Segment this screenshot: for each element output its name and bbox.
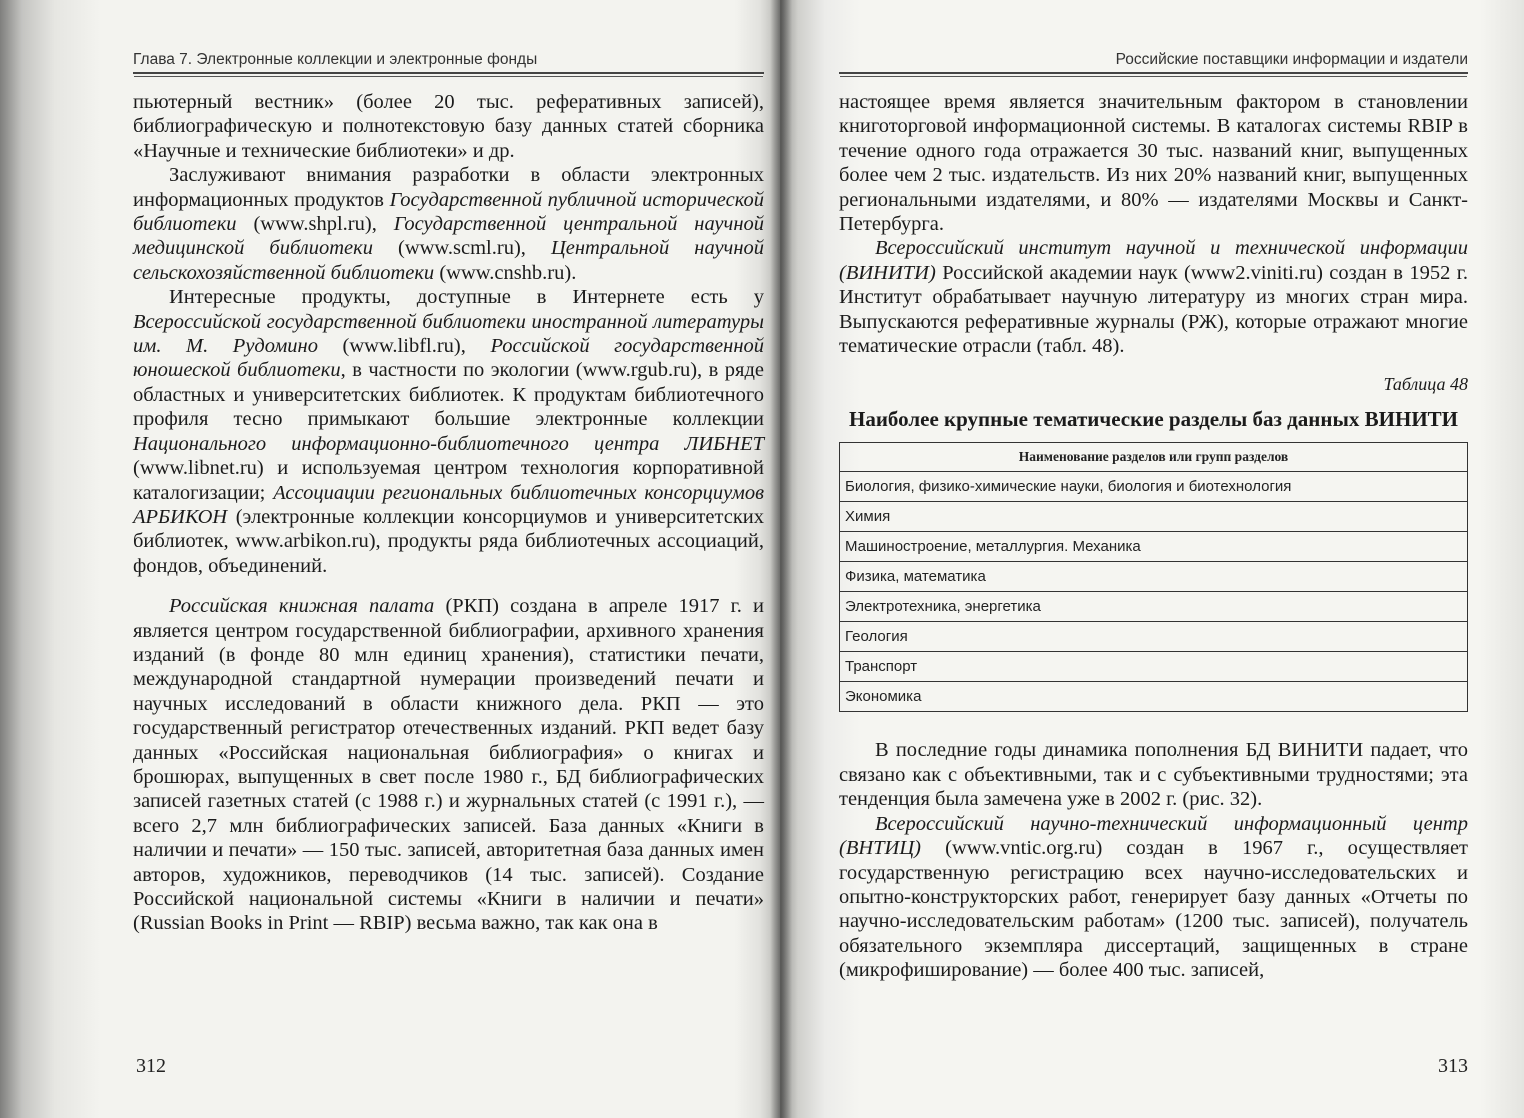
- text-run: (www.libnet.ru) и используемая центром технология корпоративной каталогизации;: [133, 457, 764, 504]
- italic-text-run: Российская книжная палата: [169, 595, 435, 618]
- table-cell: Машиностроение, металлургия. Механика: [840, 532, 1468, 562]
- text-run: (www.vntic.org.ru) создан в 1967 г., осуществляет государственную регистрацию всех научно-исследовательских и опытно-конструкторских работ, генерирует базу данных «Отчеты по научно-исследовательским работам» (1200 тыс. записей), получатель обязательного экземпляра диссертаций, защищенных в стране (микрофиширование) — более 400 тыс. записей,: [839, 837, 1468, 982]
- table-row: [840, 682, 1468, 712]
- table-cell: Экономика: [840, 682, 1468, 712]
- left-running-head: Глава 7. Электронные коллекции и электронные фонды: [133, 48, 764, 74]
- italic-text-run: Российской государственной юношеской библиотеки: [133, 335, 764, 382]
- table-cell: Транспорт: [840, 652, 1468, 682]
- italic-text-run: Всероссийской государственной библиотеки иностранной литературы им. М. Рудомино: [133, 310, 764, 358]
- left-page-number: 312: [136, 1055, 166, 1077]
- left-body-text: [133, 90, 764, 936]
- text-run: В последние годы динамика пополнения БД ВИНИТИ падает, что связано как с объективными, так и с субъективными трудностями; эта тенденция была замечена уже в 2002 г. (рис. 32).: [839, 739, 1468, 811]
- table-cell: Физика, математика: [840, 562, 1468, 592]
- paragraph: [133, 594, 764, 936]
- right-page-number: 313: [1438, 1055, 1468, 1077]
- table-label: Таблица 48: [1383, 374, 1468, 395]
- italic-text-run: Всероссийский институт научной и технической информации (ВИНИТИ): [839, 237, 1468, 284]
- text-run: (электронные коллекции консорциумов и университетских библиотек, www.arbikon.ru), продукты ряда библиотечных ассоциаций, фондов, объединений.: [133, 505, 764, 577]
- right-body-text-before-table: [839, 90, 1468, 358]
- paragraph: [133, 163, 764, 285]
- right-page: [780, 0, 1524, 1118]
- table-title: Наиболее крупные тематические разделы баз данных ВИНИТИ: [848, 407, 1459, 432]
- text-run: , в частности по экологии (www.rgub.ru), в ряде областных и университетских библиотек. К продуктам библиотечного профиля тесно примыкают большие электронные коллекции: [133, 359, 764, 431]
- paragraph: [839, 738, 1468, 811]
- table-row: [840, 472, 1468, 502]
- italic-text-run: Государственной центральной научной медицинской библиотеки: [133, 213, 764, 260]
- table-cell: Химия: [840, 502, 1468, 532]
- table-row: [840, 532, 1468, 562]
- text-run: (РКП) создана в апреле 1917 г. и является центром государственной библиографии, архивного хранения изданий (в фонде 80 млн единиц хранения), статистики печати, международной стандартной нумерации произведений печати и научных исследований в области книжного дела. РКП — это государственный регистратор отечественных изданий. РКП ведет базу данных «Российская национальная библиография» о книгах и брошюрах, выпущенных в свет после 1980 г., БД библиографических записей газетных статей (с 1988 г.) и журнальных статей (с 1991 г.), — всего 2,7 млн библиографических записей. База данных «Книги в наличии и печати» — 150 тыс. записей, авторитетная база данных имен авторов, художников, переводчиков (14 тыс. записей). Создание Российской национальной системы «Книги в наличии и печати» (Russian Books in Print — RBIP) весьма важно, так как она в: [133, 595, 764, 935]
- italic-text-run: Центральной научной сельскохозяйственной библиотеки: [133, 237, 764, 284]
- text-run: (www.cnshb.ru).: [434, 261, 577, 284]
- table-row: [840, 592, 1468, 622]
- text-run: (www.scml.ru),: [372, 237, 551, 260]
- text-run: (www.libfl.ru),: [317, 335, 491, 358]
- table-row: [840, 622, 1468, 652]
- paragraph: [133, 90, 764, 163]
- paragraph: [839, 90, 1468, 236]
- paragraph: [839, 236, 1468, 358]
- table-body: [840, 472, 1468, 712]
- text-run: Российской академии наук (www2.viniti.ru) создан в 1952 г. Институт обрабатывает научную литературу из многих стран мира. Выпускаются реферативные журналы (РЖ), которые отражают многие тематические отрасли (табл. 48).: [839, 261, 1468, 358]
- text-run: пьютерный вестник» (более 20 тыс. реферативных записей), библиографическую и полнотекстовую базу данных статей сборника «Научные и технические библиотеки» и др.: [133, 91, 764, 162]
- italic-text-run: Ассоциации региональных библиотечных консорциумов АРБИКОН: [133, 481, 764, 528]
- table-header-row: [840, 443, 1468, 472]
- table-cell: Биология, физико-химические науки, биология и биотехнология: [840, 472, 1468, 502]
- right-running-head: Российские поставщики информации и издатели: [839, 48, 1468, 74]
- table-cell: Геология: [840, 622, 1468, 652]
- paragraph: [133, 285, 764, 578]
- italic-text-run: Всероссийский научно-технический информационный центр (ВНТИЦ): [839, 812, 1468, 860]
- table-header-cell: Наименование разделов или групп разделов: [840, 443, 1468, 472]
- text-run: настоящее время является значительным фактором в становлении книготорговой информационной системы. В каталогах системы RBIP в течение одного года отражается 30 тыс. названий книг, выпущенных более чем 2 тыс. издательств. Из них 20% названий книг, выпущенных региональными издателями, и 80% — издателями Москвы и Санкт-Петербурга.: [839, 91, 1468, 236]
- paragraph: [839, 812, 1468, 983]
- table-row: [840, 652, 1468, 682]
- text-run: Интересные продукты, доступные в Интернете есть у: [169, 286, 764, 309]
- right-body-text-after-table: [839, 738, 1468, 982]
- italic-text-run: Национального информационно-библиотечного центра ЛИБНЕТ: [133, 432, 764, 455]
- viniti-sections-table: [839, 442, 1468, 712]
- text-run: (www.shpl.ru),: [236, 213, 394, 236]
- table-row: [840, 502, 1468, 532]
- text-run: Заслуживают внимания разработки в области электронных информационных продуктов: [133, 164, 764, 211]
- book-gutter-shadow: [770, 0, 792, 1118]
- table-row: [840, 562, 1468, 592]
- table-cell: Электротехника, энергетика: [840, 592, 1468, 622]
- italic-text-run: Государственной публичной исторической библиотеки: [133, 188, 765, 236]
